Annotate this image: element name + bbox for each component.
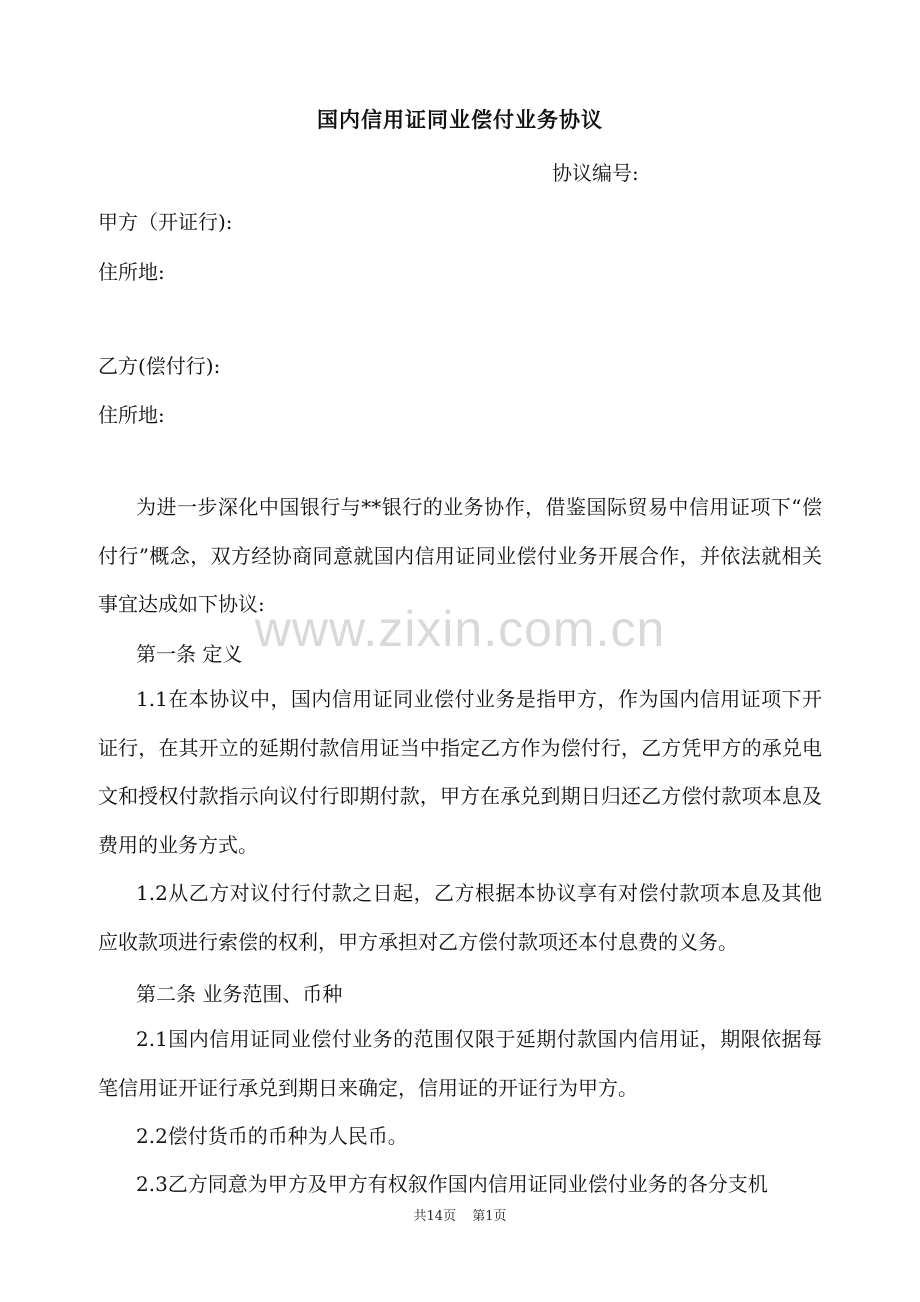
total-pages: 共14页: [413, 1209, 457, 1224]
agreement-number-label: 协议编号:: [552, 161, 639, 185]
clause-2-3: 2.3乙方同意为甲方及甲方有权叙作国内信用证同业偿付业务的各分支机: [136, 1172, 768, 1196]
page-footer: [0, 1205, 920, 1224]
current-page: 第1页: [472, 1209, 507, 1224]
clause-1-2: 1.2从乙方对议付行付款之日起，乙方根据本协议享有对偿付款项本息及其他应收款项进行索偿的权利，甲方承担对乙方偿付款项还本付息费的义务。: [98, 881, 822, 954]
watermark: www.zixin.com.cn: [254, 601, 666, 657]
party-a-label: 甲方（开证行):: [98, 210, 233, 234]
party-b-address-label: 住所地:: [98, 403, 165, 427]
clause-2-1: 2.1国内信用证同业偿付业务的范围仅限于延期付款国内信用证，期限依据每笔信用证开证行承兑到期日来确定，信用证的开证行为甲方。: [98, 1027, 822, 1100]
article-2-heading: 第二条 业务范围、币种: [136, 982, 343, 1006]
clause-2-2: 2.2偿付货币的币种为人民币。: [136, 1124, 408, 1148]
party-a-address-label: 住所地:: [98, 260, 165, 284]
preamble-paragraph: 为进一步深化中国银行与**银行的业务协作，借鉴国际贸易中信用证项下“偿付行”概念，双方经协商同意就国内信用证同业偿付业务开展合作，并依法就相关事宜达成如下协议:: [98, 495, 822, 616]
clause-1-1: 1.1在本协议中，国内信用证同业偿付业务是指甲方，作为国内信用证项下开证行，在其开立的延期付款信用证当中指定乙方作为偿付行，乙方凭甲方的承兑电文和授权付款指示向议付行即期付款，甲方在承兑到期日归还乙方偿付款项本息及费用的业务方式。: [98, 687, 822, 857]
document-title: 国内信用证同业偿付业务协议: [317, 108, 603, 132]
article-1-heading: 第一条 定义: [136, 642, 243, 666]
party-b-label: 乙方(偿付行):: [98, 354, 221, 378]
